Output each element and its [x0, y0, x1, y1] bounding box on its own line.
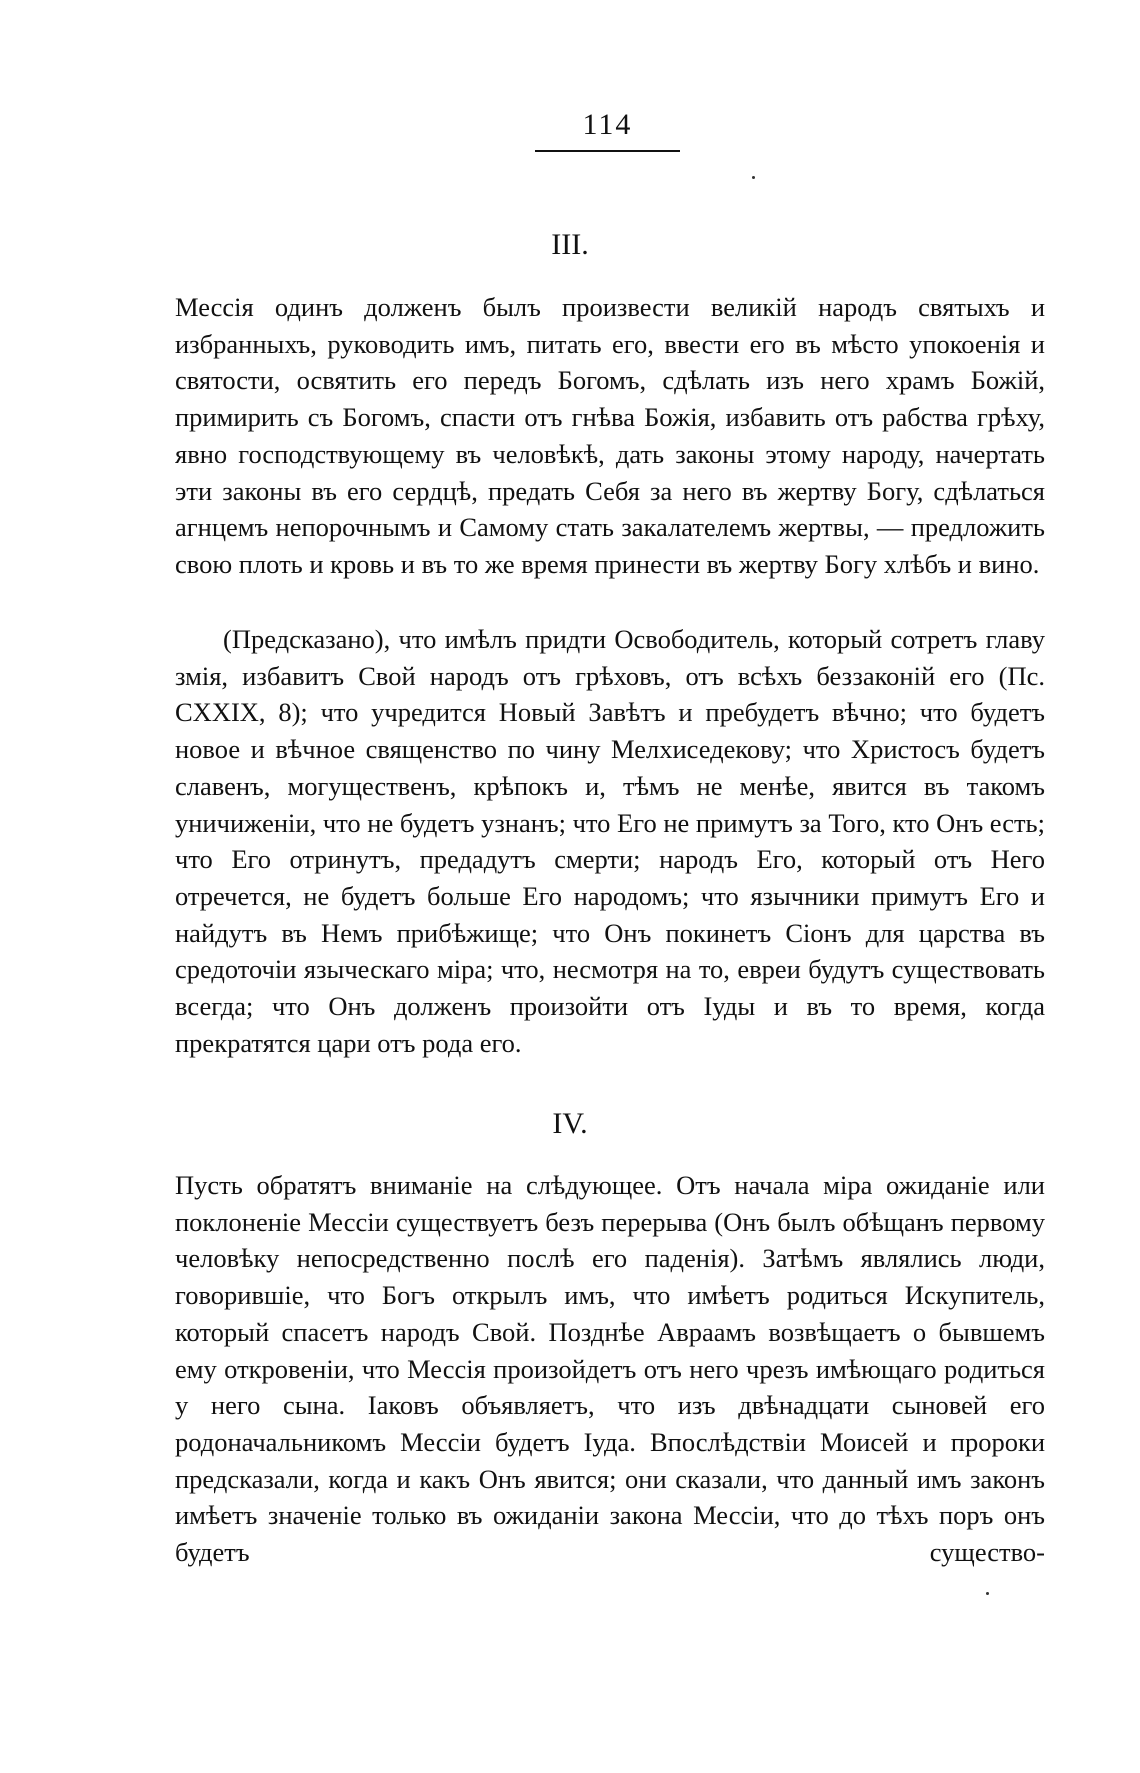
- paragraph-expectation-of-messiah: Пусть обратятъ вниманіе на слѣдующее. Отъ начала міра ожиданіе или поклоненіе Мессіи существуетъ безъ перерыва (Онъ былъ обѣщанъ первому человѣку непосредственно послѣ его паденія). Затѣмъ являлись люди, говорившіе, что Богъ открылъ имъ, что имѣетъ родиться Искупитель, который спасетъ народъ Свой. Позднѣе Авраамъ возвѣщаетъ о бывшемъ ему откровеніи, что Мессія произойдетъ отъ него чрезъ имѣющаго родиться у него сына. Іаковъ объявляетъ, что изъ двѣнадцати сыновей его родоначальникомъ Мессіи будетъ Іуда. Впослѣдствіи Моисей и пророки предсказали, когда и какъ Онъ явится; они сказали, что данный имъ законъ имѣетъ значеніе только въ ожиданіи закона Мессіи, что до тѣхъ поръ онъ будетъ существо-: [175, 1170, 1045, 1568]
- paragraph-messiah-people: Мессія одинъ долженъ былъ произвести великій народъ святыхъ и избранныхъ, руководить имъ, питать его, ввести его въ мѣсто упокоенія и святости, освятить его передъ Богомъ, сдѣлать изъ него храмъ Божій, примирить съ Богомъ, спасти отъ гнѣва Божія, избавить отъ рабства грѣху, явно господствующему въ человѣкѣ, дать законы этому народу, начертать эти законы въ его сердцѣ, предать Себя за него въ жертву Богу, сдѣлаться агнцемъ непорочнымъ и Самому стать закалателемъ жертвы, — предложить свою плоть и кровь и въ то же время принести въ жертву Богу хлѣбъ и вино.: [175, 292, 1045, 579]
- section-heading-iii: III.: [551, 228, 589, 261]
- page-number: 114: [582, 108, 633, 141]
- scan-speck: [752, 176, 755, 179]
- paragraph-predictions: (Предсказано), что имѣлъ придти Освободитель, который сотретъ главу змія, избавитъ Свой народъ отъ грѣховъ, отъ всѣхъ беззаконій его (Пс. CXXIX, 8); что учредится Новый Завѣтъ и пребудетъ вѣчно; что будетъ новое и вѣчное священство по чину Мелхиседекову; что Христосъ будетъ славенъ, могущественъ, крѣпокъ и, тѣмъ не менѣе, явится въ такомъ уничиженіи, что не будетъ узнанъ; что Его не примутъ за Того, кто Онъ есть; что Его отринутъ, предадутъ смерти; народъ Его, который отъ Него отречется, не будетъ больше Его народомъ; что язычники примутъ Его и найдутъ въ Немъ прибѣжище; что Онъ покинетъ Сіонъ для царства въ средоточіи языческаго міра; что, несмотря на то, евреи будутъ существовать всегда; что Онъ долженъ произойти отъ Іуды и въ то время, когда прекратятся цари отъ рода его.: [175, 624, 1045, 1058]
- section-heading-iv: IV.: [552, 1107, 588, 1140]
- scan-speck: [986, 1592, 989, 1595]
- page-number-rule: [535, 150, 680, 152]
